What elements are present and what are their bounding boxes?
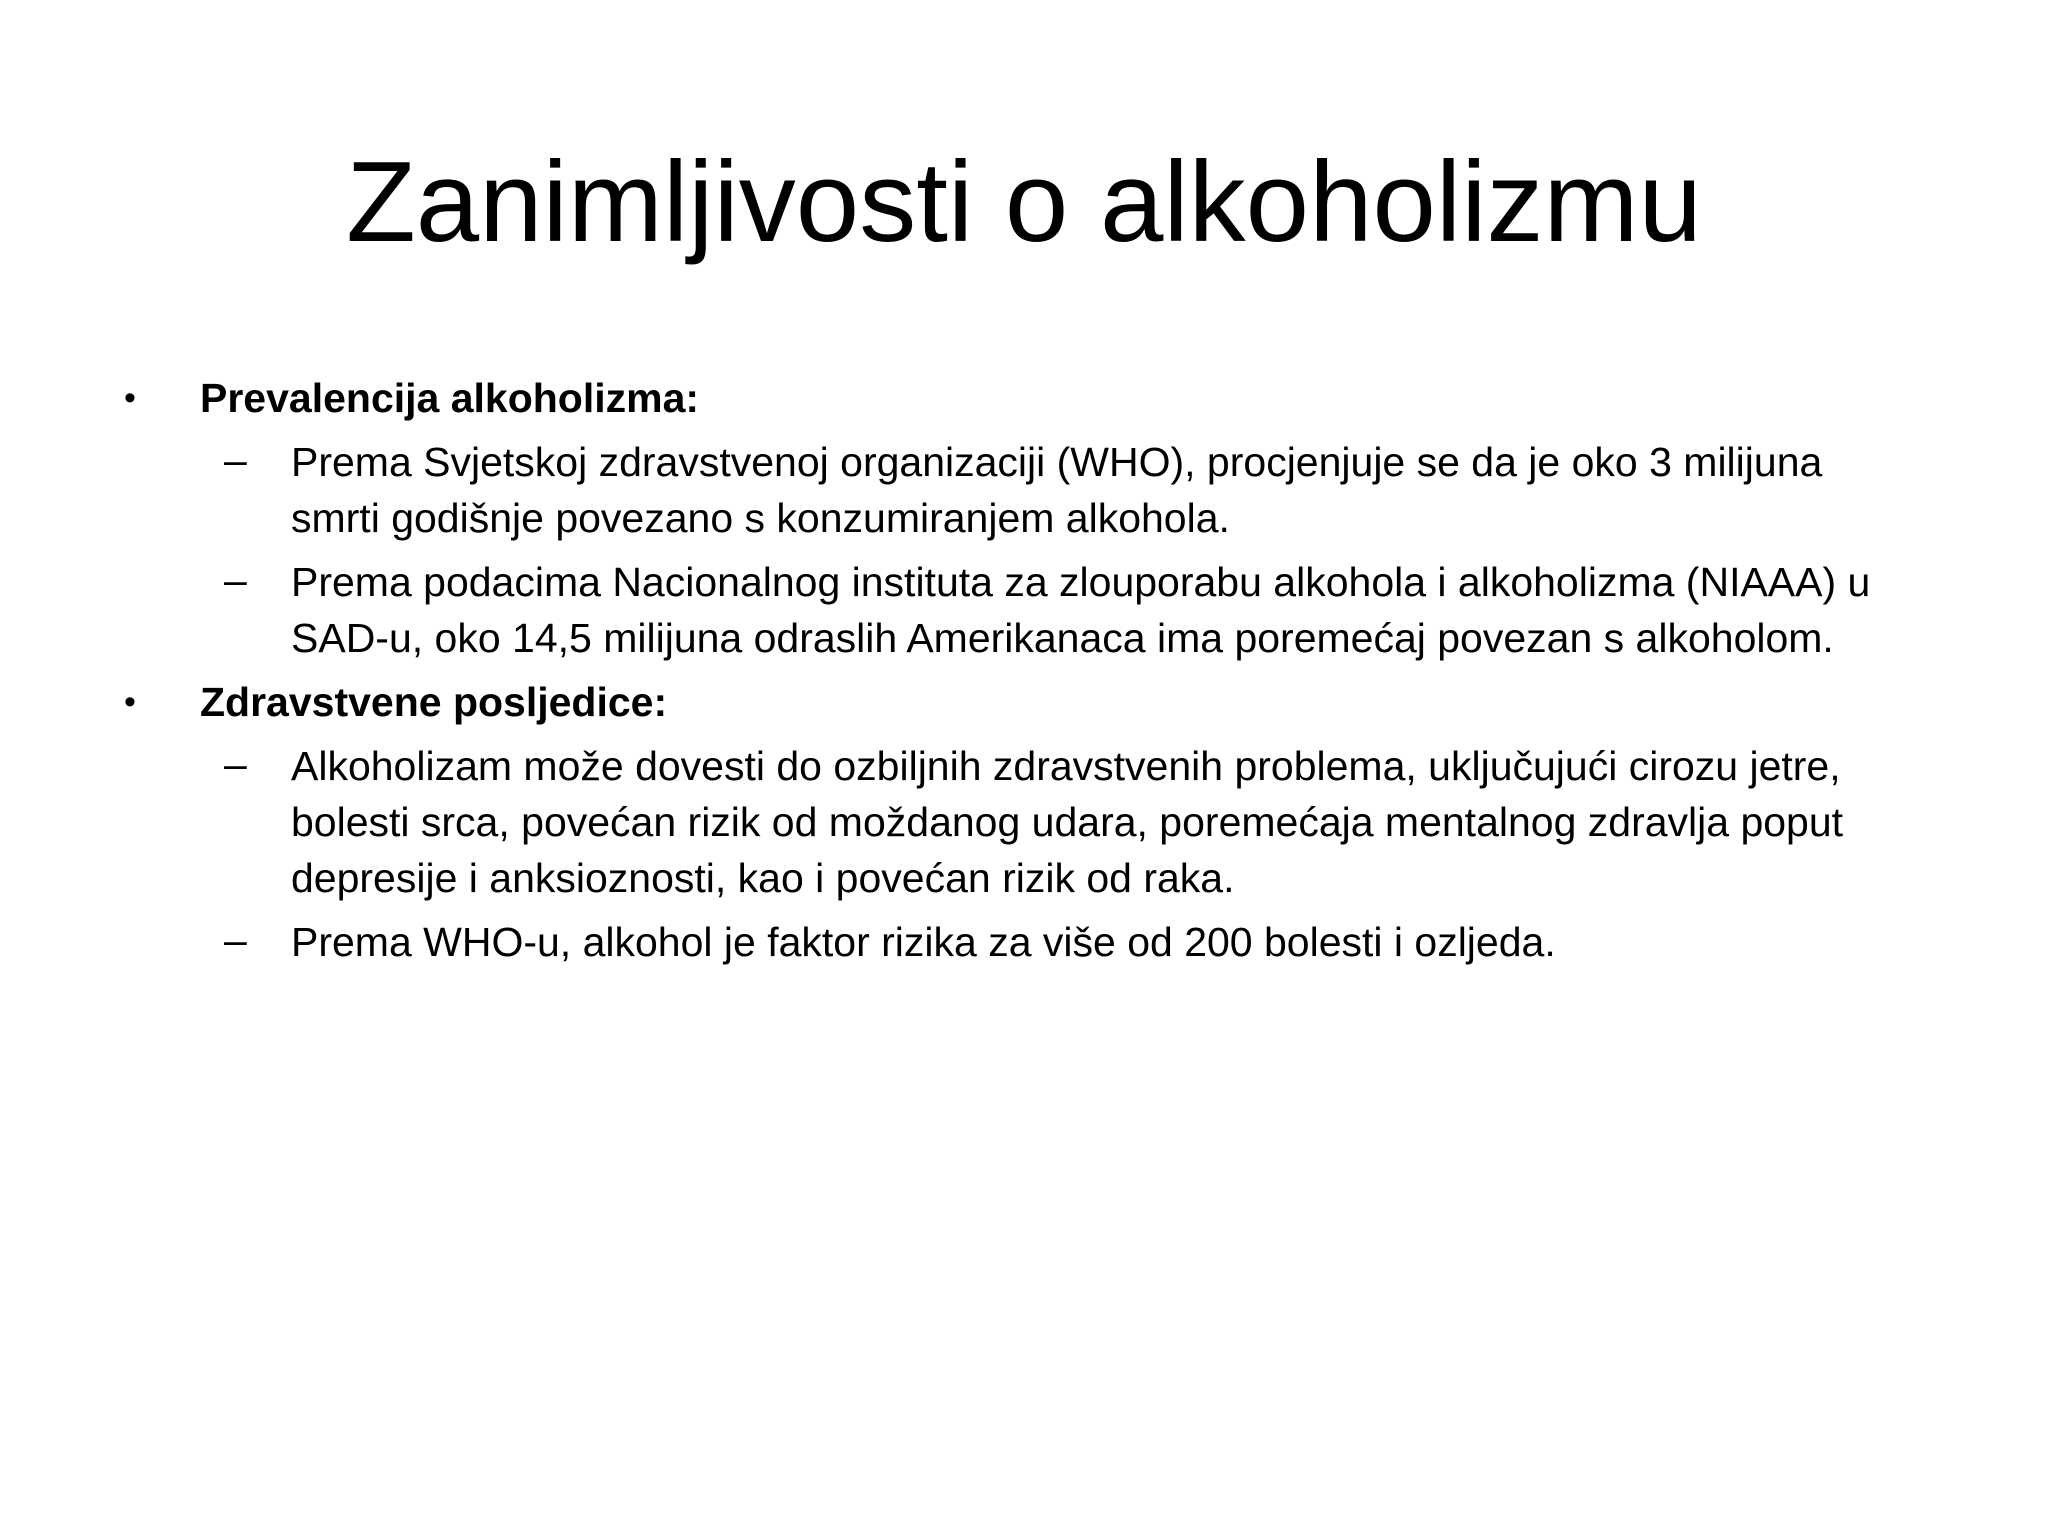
sub-bullet [0, 434, 2048, 546]
sub-bullet-text: Prema Svjetskoj zdravstvenoj organizaciji (WHO), procjenjuje se da je oko 3 milijuna smrti godišnje povezano s konzumiranjem alkohola. [291, 439, 1823, 541]
dash-marker: – [224, 917, 247, 963]
sub-bullet-text: Prema podacima Nacionalnog instituta za zlouporabu alkohola i alkoholizma (NIAAA) u SAD-u, oko 14,5 milijuna odraslih Amerikanaca ima poremećaj povezan s alkoholom. [291, 559, 1871, 661]
bullet-heading-text: Prevalencija alkoholizma: [200, 375, 700, 421]
bullet-heading-text: Zdravstvene posljedice: [200, 679, 668, 725]
bullet-heading [0, 674, 2048, 730]
sub-bullet [0, 554, 2048, 666]
slide-body [0, 370, 2048, 978]
bullet-marker: • [124, 683, 136, 721]
dash-marker: – [224, 437, 247, 483]
section-prevalence [0, 370, 2048, 666]
bullet-heading [0, 370, 2048, 426]
sub-bullet-text: Prema WHO-u, alkohol je faktor rizika za više od 200 bolesti i ozljeda. [291, 919, 1556, 965]
sub-bullet [0, 738, 2048, 906]
sub-bullet-text: Alkoholizam može dovesti do ozbiljnih zdravstvenih problema, uključujući cirozu jetre, bolesti srca, povećan rizik od moždanog udara, poremećaja mentalnog zdravlja poput depresije i anksioznosti, kao i povećan rizik od raka. [291, 743, 1844, 901]
dash-marker: – [224, 741, 247, 787]
slide-title: Zanimljivosti o alkoholizmu [346, 139, 1702, 266]
bullet-marker: • [124, 379, 136, 417]
sub-bullet [0, 914, 2048, 970]
section-health-consequences [0, 674, 2048, 970]
dash-marker: – [224, 557, 247, 603]
